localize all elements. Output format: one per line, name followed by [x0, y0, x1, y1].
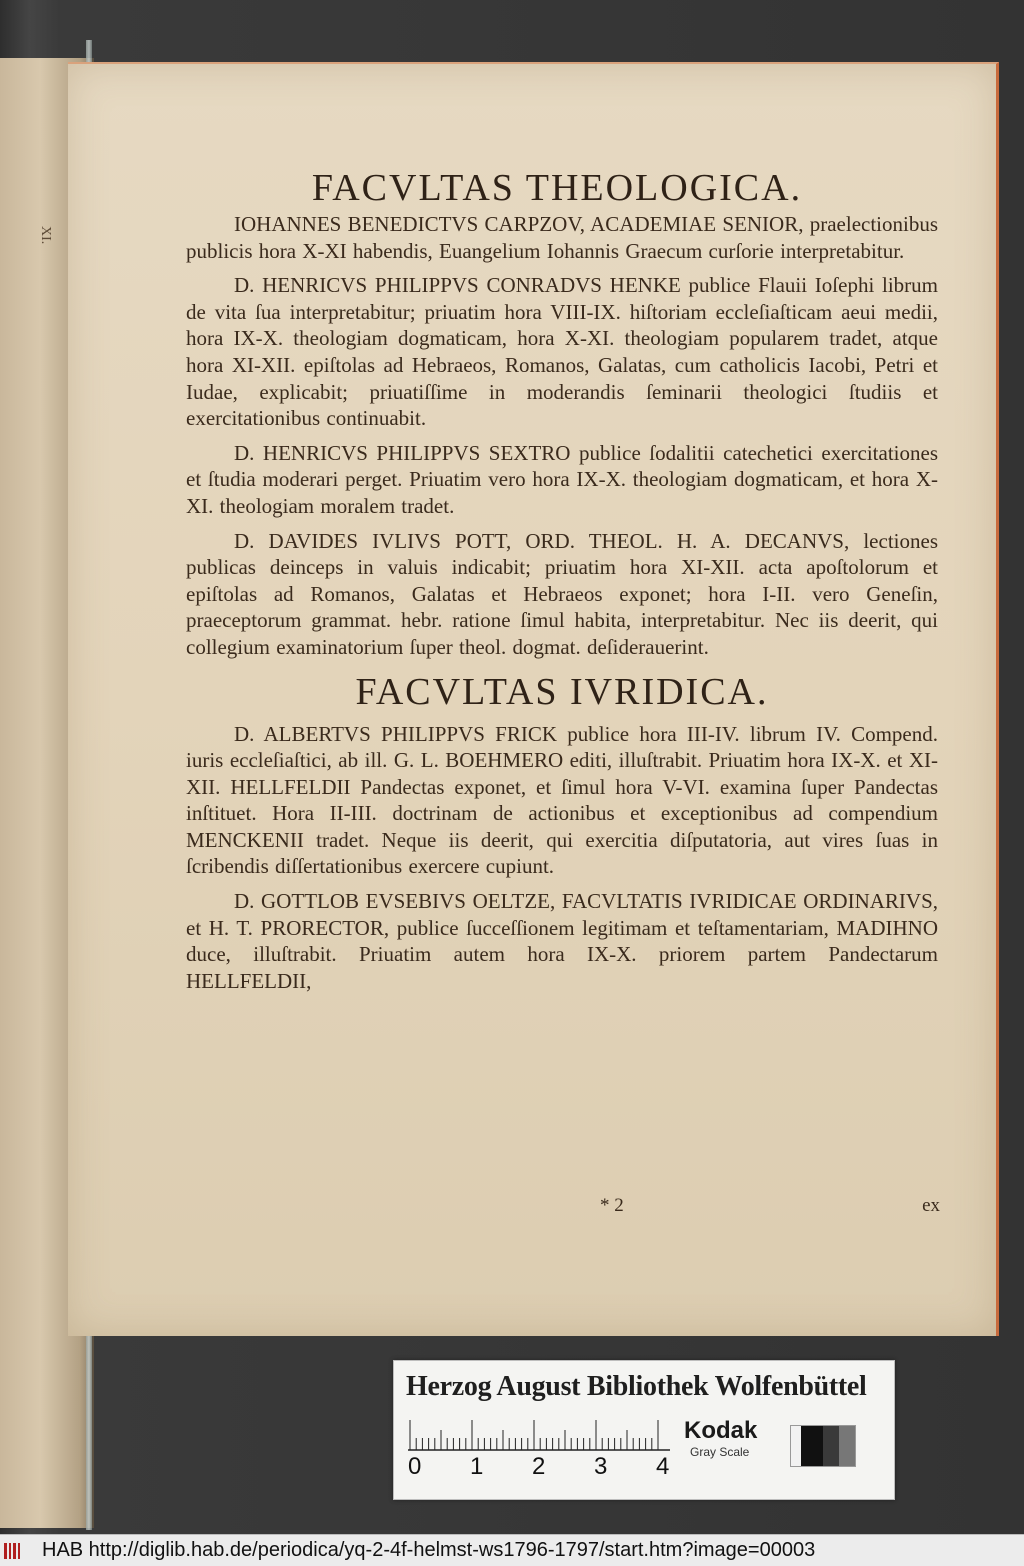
paragraph-oeltze: D. GOTTLOB EVSEBIVS OELTZE, FACVLTATIS IVRIDICAE ORDINARIVS, et H. T. PRORECTOR, publice ſucceſſionem legitimam et teſtamentariam, MADIHNO duce, illuſtrabit. Priuatim autem hora IX-X. priorem partem Pandectarum HELLFELDII,	[186, 889, 938, 993]
gray-scale-label: Gray Scale	[690, 1445, 750, 1459]
gray-scale-swatches	[790, 1425, 856, 1467]
ruler-number-3: 3	[594, 1453, 608, 1480]
paragraph-pott: D. DAVIDES IVLIVS POTT, ORD. THEOL. H. A. DECANVS, lectiones publicas deinceps in valuis indicabit; priuatim hora XI-XII. acta apoſtolorum et epiſtolas ad Romanos, Galatas et Hebraeos exponet; hora I-II. vero Geneſin, praeceptorum grammat. hebr. ratione ſimul habita, interpretabitur. Nec iis deerit, qui collegium examinatorium ſuper theol. dogmat. deſiderauerint.	[186, 528, 938, 659]
swatch-dark-gray	[823, 1426, 839, 1466]
ruler-numbers	[406, 1453, 676, 1483]
color-calibration-chart	[393, 1360, 895, 1500]
swatch-black	[801, 1426, 823, 1466]
barcode-icon	[2, 1541, 42, 1561]
page-text	[186, 165, 938, 1002]
source-url[interactable]: HAB http://diglib.hab.de/periodica/yq-2-4f-helmst-ws1796-1797/start.htm?image=00003	[42, 1539, 816, 1561]
ruler-number-4: 4	[656, 1453, 670, 1480]
swatch-mid-gray	[839, 1426, 855, 1466]
swatch-white	[791, 1426, 801, 1466]
ruler-number-0: 0	[408, 1453, 422, 1480]
paragraph-henke: D. HENRICVS PHILIPPVS CONRADVS HENKE publice Flauii Ioſephi librum de vita ſua interpretabitur; priuatim hora VIII-IX. hiſtoriam eccleſiaſticam aeui medii, hora IX-X. theologiam dogmaticam, hora X-XI. theologiam popularem tradet, atque hora XI-XII. epiſtolas ad Hebraeos, Romanos, Galatas, cum catholicis Iacobi, Petri et Iudae, explicabit; priuatiſſime in moderandis ſeminarii theologici ſtudiis et exercitationibus continuabit.	[186, 273, 938, 431]
ruler-scale	[408, 1419, 670, 1451]
catchword: ex	[922, 1195, 940, 1216]
facing-page-fragment: XI.	[38, 226, 53, 245]
signature-mark: * 2	[600, 1195, 624, 1216]
heading-law: FACVLTAS IVRIDICA.	[355, 670, 769, 713]
paragraph-carpzov: IOHANNES BENEDICTVS CARPZOV, ACADEMIAE SENIOR, praelectionibus publicis hora X-XI habendis, Euangelium Iohannis Graecum curſorie interpretabitur.	[186, 212, 939, 263]
url-bar	[0, 1534, 1024, 1566]
ruler-number-1: 1	[470, 1453, 484, 1480]
paragraph-sextro: D. HENRICVS PHILIPPVS SEXTRO publice ſodalitii catechetici exercitationes et ſtudia moderari perget. Priuatim vero hora IX-X. theologiam dogmaticam, et hora X-XI. theologiam moralem tradet.	[186, 440, 938, 518]
paragraph-frick: D. ALBERTVS PHILIPPVS FRICK publice hora III-IV. librum IV. Compend. iuris eccleſiaſtici, ab ill. G. L. BOEHMERO editi, illuſtrabit. Priuatim hora IX-X. et XI-XII. HELLFELDII Pandectas exponet, et ſimul hora V-VI. examina ſuper Pandectas inſtituet. Hora II-III. doctrinam de actionibus et exceptionibus ad compendium MENCKENII tradet. Neque iis deerit, qui exercitia diſputatoria, aut vires ſuas in ſcribendis diſſertationibus exercere cupiunt.	[186, 721, 938, 879]
heading-theology: FACVLTAS THEOLOGICA.	[311, 167, 803, 209]
kodak-logo-text: Kodak	[684, 1417, 758, 1444]
ruler-number-2: 2	[532, 1453, 546, 1480]
library-name: Herzog August Bibliothek Wolfenbüttel	[406, 1371, 867, 1402]
